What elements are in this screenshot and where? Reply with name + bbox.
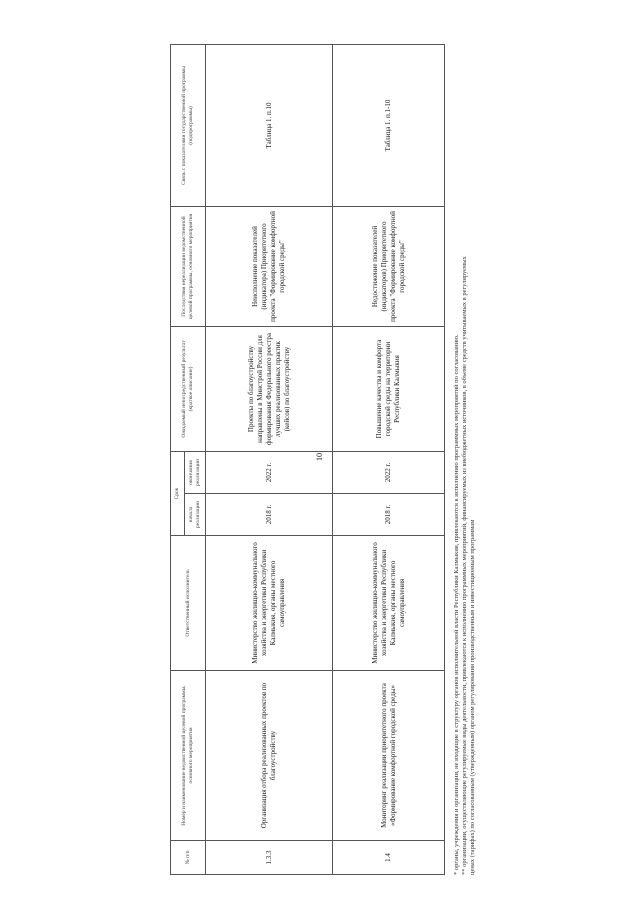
- header-number: № п/п: [171, 841, 206, 875]
- footnote: ** организации, осуществляющие регулируемые виды деятельности, привлекаются к исполнению программных мероприятий, финансируемых из внебюджетных источников, в объеме средств учитываемых в регулируемых: [461, 256, 468, 875]
- cell-number: 1.3.3: [206, 841, 333, 875]
- cell-end: 2022 г.: [206, 452, 333, 494]
- header-term: Срок: [171, 452, 185, 536]
- header-link: Связь с показателями государственной программы (подпрограммы): [171, 45, 206, 207]
- cell-executor: Министерство жилищно-коммунального хозяйства и энергетики Республики Калмыкия, органы местного самоуправления: [333, 536, 445, 671]
- cell-executor: Министерство жилищно-коммунального хозяйства и энергетики Республики Калмыкия, органы местного самоуправления: [206, 536, 333, 671]
- cell-indicators: Недостижение показателей (индикаторов) Приоритетного проекта "Формирование комфортной городской среды": [333, 207, 445, 327]
- page-number: 10: [315, 453, 324, 461]
- table-row: [206, 45, 333, 875]
- cell-link: Таблица 1. п.1-10: [333, 45, 445, 207]
- cell-result: Повышение качества и комфорта городской среды на территории Республики Калмыкия: [333, 327, 445, 452]
- cell-end: 2022 г.: [333, 452, 445, 494]
- header-row: [171, 45, 185, 875]
- header-result: Ожидаемый непосредственный результат (краткое описание): [171, 327, 206, 452]
- table-row: [333, 45, 445, 875]
- header-term-end: окончания реализации: [185, 452, 206, 494]
- footnotes: [453, 45, 477, 875]
- footnote: ценах (тарифах) по согласованным (утвержденным) органом регулирования производственным и инвестиционным программам: [469, 519, 476, 875]
- header-term-start: начала реализации: [185, 494, 206, 536]
- rotated-table-block: [170, 45, 476, 875]
- measures-table: [170, 44, 445, 875]
- cell-start: 2018 г.: [206, 494, 333, 536]
- cell-indicators: Неисполнение показателей (индикатора) Приоритетного проекта "Формирование комфортной городской среды": [206, 207, 333, 327]
- header-name: Номер и наименование ведомственной целевой программы, основного мероприятия: [171, 671, 206, 841]
- cell-number: 1.4: [333, 841, 445, 875]
- cell-result: Проекты по благоустройству направлены в Минстрой России для формирования Федерального реестра лучших реализованных практик (кейсов) по благоустройству: [206, 327, 333, 452]
- footnote: * органы, учреждения и организации, не входящие в структуру органов исполнительной власти Республики Калмыкия, привлекаются к исполнению программных мероприятий по согласованию.: [453, 334, 460, 875]
- cell-name: Мониторинг реализации приоритетного проекта «Формирование комфортной городской среды»: [333, 671, 445, 841]
- cell-name: Организация отбора реализованных проектов по благоустройству: [206, 671, 333, 841]
- header-indicators: Последствия нереализации ведомственной целевой программы, основного мероприятия: [171, 207, 206, 327]
- header-executor: Ответственный исполнитель: [171, 536, 206, 671]
- cell-start: 2018 г.: [333, 494, 445, 536]
- cell-link: Таблица 1. п.10: [206, 45, 333, 207]
